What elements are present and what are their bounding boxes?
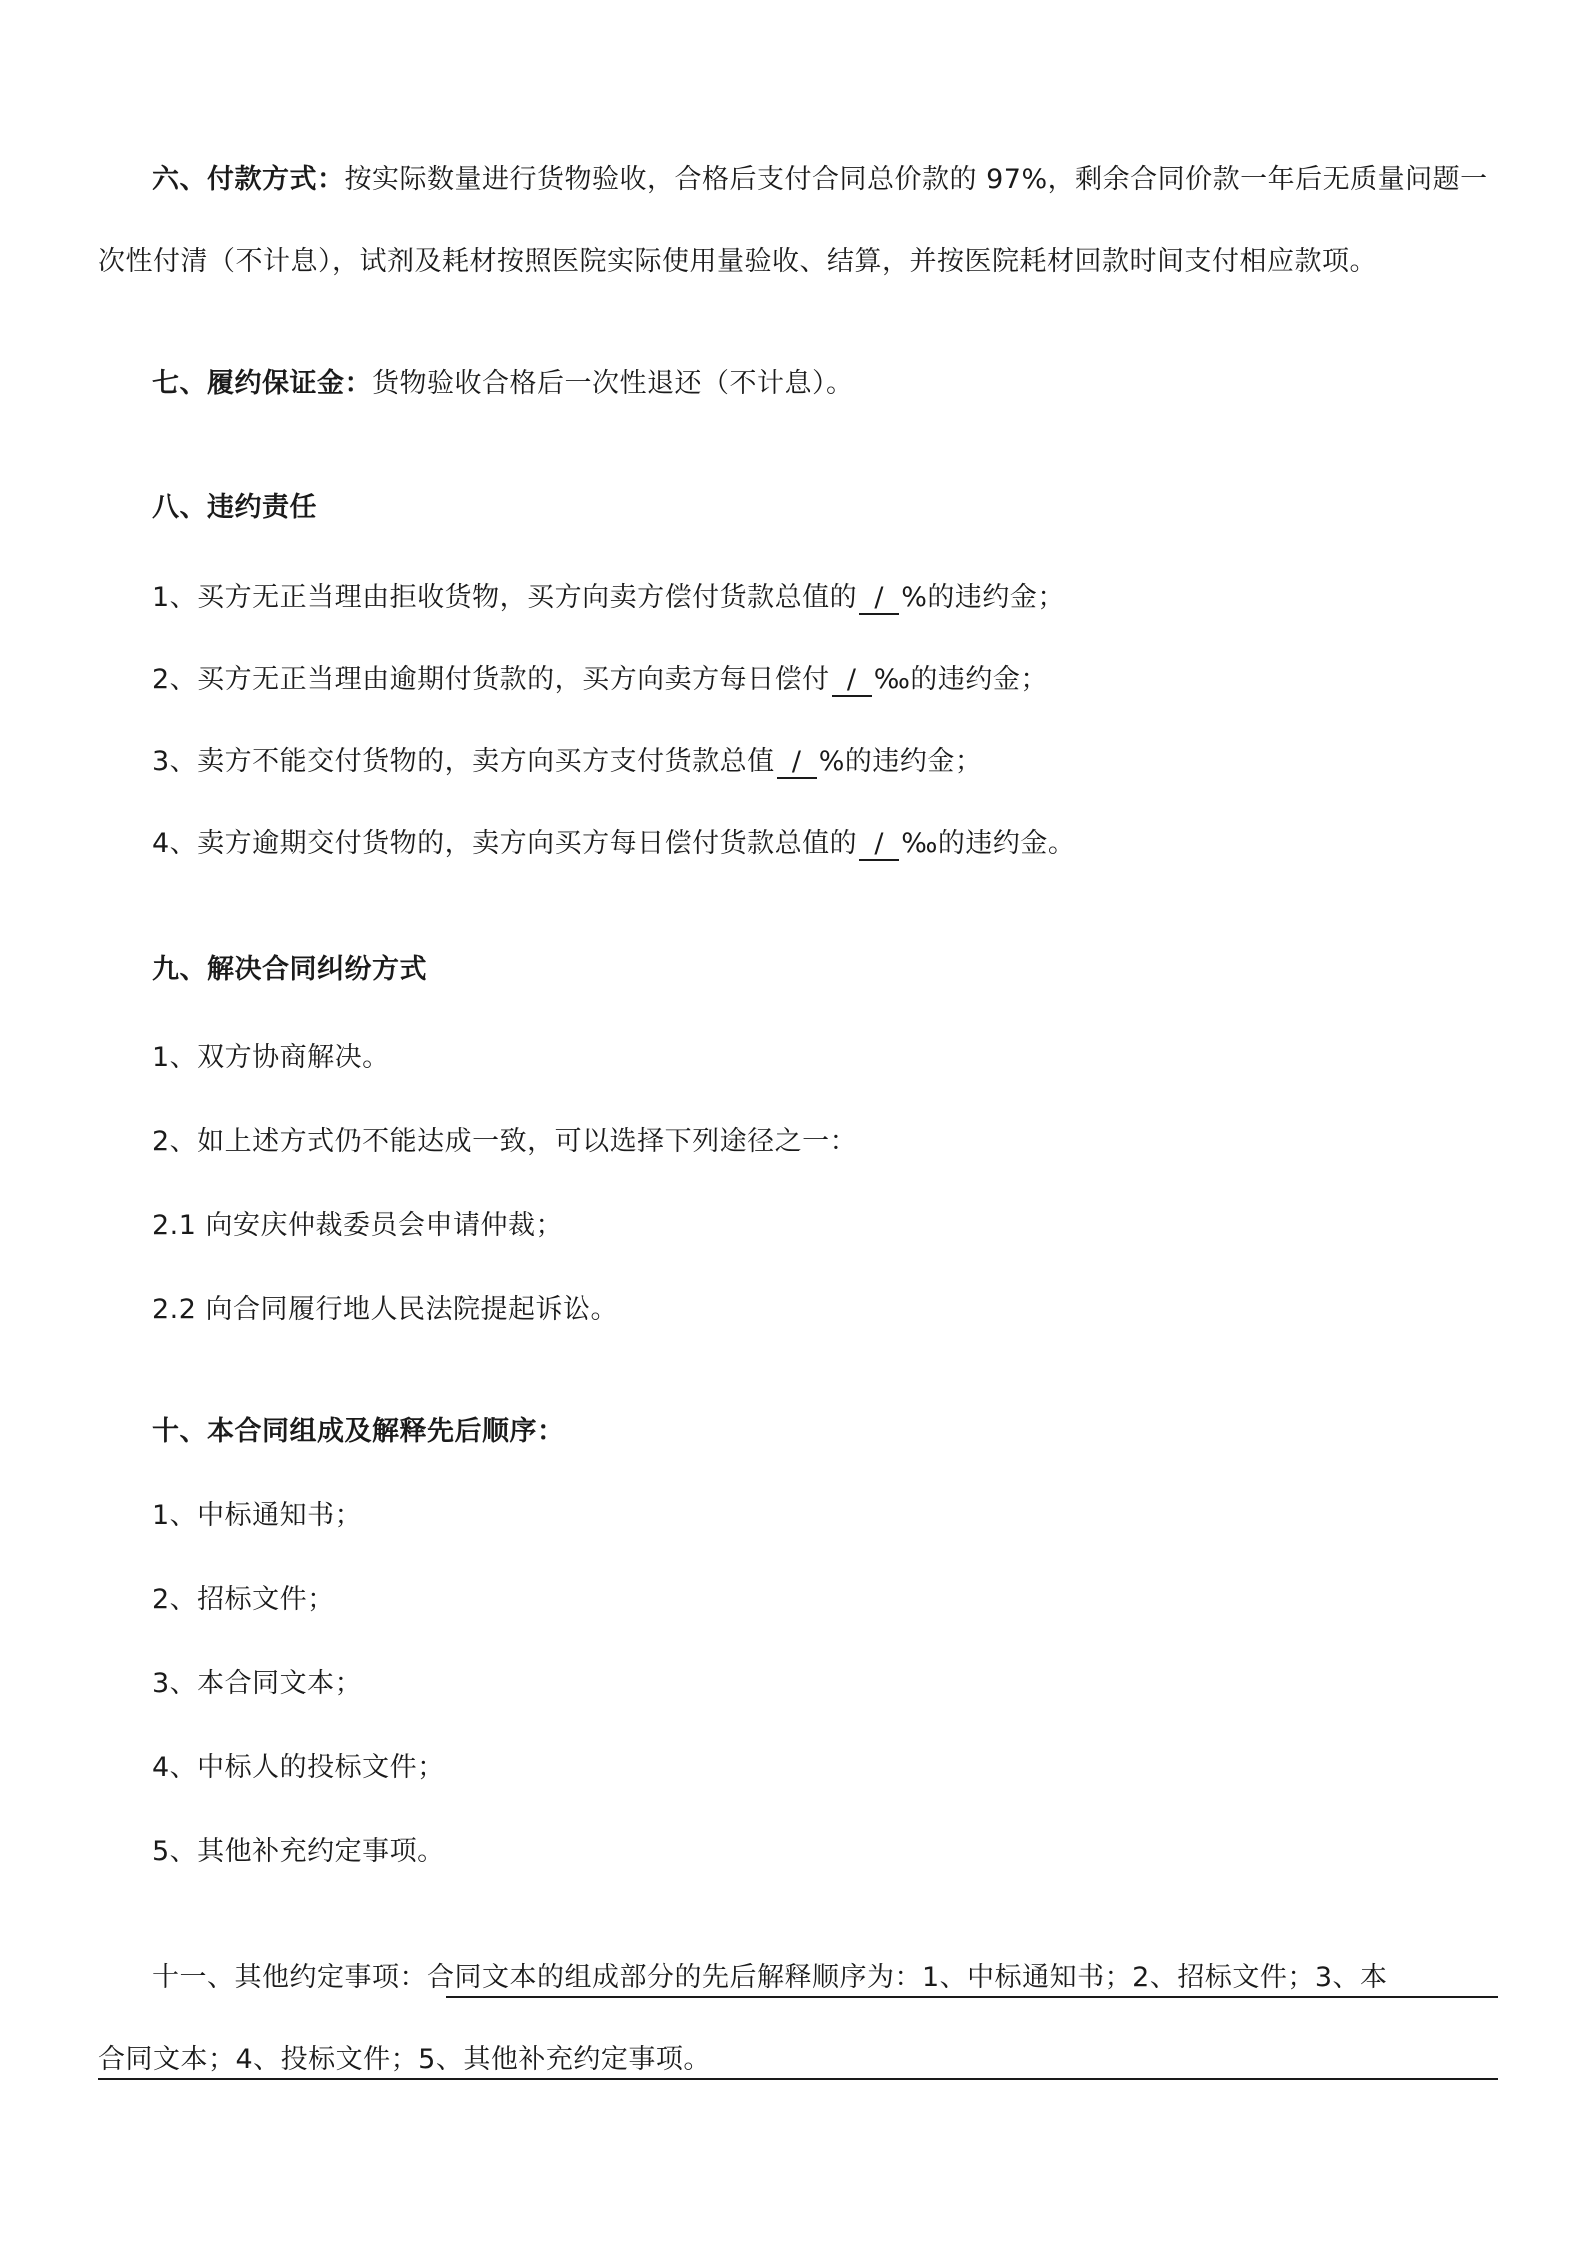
section-6-title: 六、付款方式： bbox=[152, 164, 345, 195]
penalty-item-4-text: 4、卖方逾期交付货物的，卖方向买方每日偿付货款总值的 bbox=[152, 828, 858, 859]
section-8-title: 八、违约责任 bbox=[152, 492, 317, 523]
penalty-item-4 bbox=[152, 826, 1075, 862]
section-11-text-1: 合同文本的组成部分的先后解释顺序为：1、中标通知书；2、招标文件；3、本 bbox=[427, 1962, 1388, 1993]
section-6-text-1: 按实际数量进行货物验收，合格后支付合同总价款的 97%，剩余合同价款一年后无质量问题一 bbox=[344, 164, 1488, 195]
dispute-item-2: 2、如上述方式仍不能达成一致，可以选择下列途径之一： bbox=[152, 1126, 858, 1157]
section-7-line bbox=[152, 366, 854, 402]
penalty-item-1-suffix: %的违约金； bbox=[901, 582, 1065, 613]
penalty-item-1-text: 1、买方无正当理由拒收货物，买方向卖方偿付货款总值的 bbox=[152, 582, 858, 613]
penalty-item-3-suffix: %的违约金； bbox=[818, 746, 983, 777]
penalty-item-3-text: 3、卖方不能交付货物的，卖方向买方支付货款总值 bbox=[152, 746, 775, 777]
order-item-3: 3、本合同文本； bbox=[152, 1668, 363, 1699]
penalty-item-3-blank: / bbox=[777, 747, 817, 779]
section-11-line-2: 合同文本；4、投标文件；5、其他补充约定事项。 bbox=[98, 2044, 711, 2075]
order-item-5: 5、其他补充约定事项。 bbox=[152, 1836, 445, 1867]
section-7-title: 七、履约保证金： bbox=[152, 368, 372, 399]
dispute-item-1: 1、双方协商解决。 bbox=[152, 1042, 390, 1073]
dispute-item-2-2: 2.2 向合同履行地人民法院提起诉讼。 bbox=[152, 1294, 619, 1325]
section-6-line-1 bbox=[152, 162, 1488, 198]
section-11-underline-1 bbox=[446, 1996, 1498, 1998]
penalty-item-4-suffix: ‰的违约金。 bbox=[901, 828, 1076, 859]
section-11-underline-2 bbox=[98, 2078, 1498, 2080]
dispute-item-2-1: 2.1 向安庆仲裁委员会申请仲裁； bbox=[152, 1210, 564, 1241]
penalty-item-2-blank: / bbox=[832, 665, 872, 697]
order-item-1: 1、中标通知书； bbox=[152, 1500, 363, 1531]
section-6-line-2: 次性付清（不计息），试剂及耗材按照医院实际使用量验收、结算，并按医院耗材回款时间支付相应款项。 bbox=[98, 246, 1377, 277]
penalty-item-2-suffix: ‰的违约金； bbox=[873, 664, 1048, 695]
section-11-line-1 bbox=[152, 1960, 1388, 1996]
section-9-title: 九、解决合同纠纷方式 bbox=[152, 954, 427, 985]
penalty-item-4-blank: / bbox=[859, 829, 899, 861]
penalty-item-1-blank: / bbox=[859, 583, 899, 615]
penalty-item-2-text: 2、买方无正当理由逾期付货款的，买方向卖方每日偿付 bbox=[152, 664, 830, 695]
section-7-text: 货物验收合格后一次性退还（不计息）。 bbox=[372, 368, 854, 399]
section-11-title: 十一、其他约定事项： bbox=[152, 1962, 427, 1993]
penalty-item-3 bbox=[152, 744, 982, 780]
section-10-title: 十、本合同组成及解释先后顺序： bbox=[152, 1416, 565, 1447]
order-item-4: 4、中标人的投标文件； bbox=[152, 1752, 445, 1783]
penalty-item-2 bbox=[152, 662, 1048, 698]
order-item-2: 2、招标文件； bbox=[152, 1584, 335, 1615]
penalty-item-1 bbox=[152, 580, 1065, 616]
